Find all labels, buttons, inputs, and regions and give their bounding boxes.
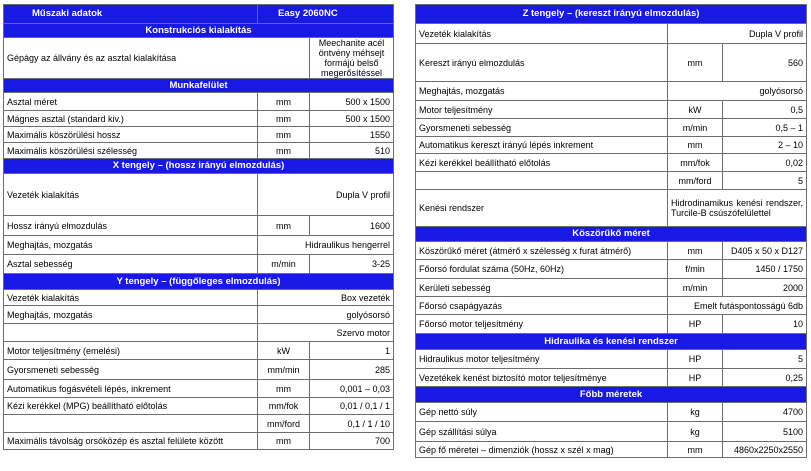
table-row: Vezetékek kenést biztosító motor teljesítménye HP 0,25 (416, 369, 807, 387)
table-row: Asztal sebesség m/min 3-25 (4, 255, 394, 274)
title-row (4, 5, 394, 24)
table-row: Főorsó fordulat száma (50Hz, 60Hz) f/min 1450 / 1750 (416, 260, 807, 279)
table-row (4, 38, 394, 79)
table-row: Maximális köszörülési szélesség mm 510 (4, 143, 394, 159)
table-row: Kerületi sebesség m/min 2000 (416, 279, 807, 297)
table-row: Motor teljesítmény (emelési) kW 1 (4, 342, 394, 360)
table-row: mm/ford 0,1 / 1 / 10 (4, 415, 394, 433)
table-row: Főorsó motor teljesítmény HP 10 (416, 315, 807, 334)
right-spec-table (415, 4, 807, 458)
table-row: Kereszt irányú elmozdulás mm 560 (416, 44, 807, 82)
spec-title: Műszaki adatok (4, 5, 258, 24)
table-row: Maximális köszörülési hossz mm 1550 (4, 127, 394, 143)
table-row: Asztal méret mm 500 x 1500 (4, 93, 394, 111)
table-row: Vezeték kialakítás Dupla V profil (4, 174, 394, 216)
table-row: Meghajtás, mozgatás golyósorsó (416, 82, 807, 101)
table-row: Kenési rendszer Hidrodinamikus kenési rendszer, Turcile-B csúszófelülettel (416, 190, 807, 227)
table-row: Kézi kerékkel beállítható előtolás mm/fok 0,02 (416, 154, 807, 172)
table-row: Motor teljesítmény kW 0,5 (416, 101, 807, 119)
section-header-konstrukcios: Konstrukciós kialakítás (4, 24, 394, 38)
table-row: mm/ford 5 (416, 172, 807, 190)
section-header-hidraulika: Hidraulika és kenési rendszer (416, 334, 807, 350)
table-row: Főorsó csapágyazás Emelt futáspontosságú 6db (416, 297, 807, 315)
left-spec-table (3, 4, 394, 450)
model-name: Easy 2060NC (258, 5, 394, 24)
section-header-koszoruko: Köszörűkő méret (416, 227, 807, 242)
table-row: Gyorsmeneti sebesség m/min 0,5 – 1 (416, 119, 807, 137)
section-header-y-tengely: Y tengely – (függőleges elmozdulás) (4, 274, 394, 290)
table-row: Hidraulikus motor teljesítmény HP 5 (416, 350, 807, 369)
table-row: Kézi kerékkel (MPG) beállítható előtolás mm/fok 0,01 / 0,1 / 1 (4, 398, 394, 415)
table-row: Szervo motor (4, 324, 394, 342)
table-row: Maximális távolság orsóközép és asztal felülete között mm 700 (4, 433, 394, 450)
table-row: Gép szállítási súlya kg 5100 (416, 422, 807, 442)
table-row: Gép nettó súly kg 4700 (416, 403, 807, 422)
table-row: Automatikus kereszt irányú lépés inkrement mm 2 – 10 (416, 137, 807, 154)
table-row: Hossz irányú elmozdulás mm 1600 (4, 216, 394, 236)
table-row: Meghajtás, mozgatás Hidraulikus hengerrel (4, 236, 394, 255)
table-row: Automatikus fogásvételi lépés, inkrement mm 0,001 – 0,03 (4, 380, 394, 398)
section-header-fobb-meretek: Főbb méretek (416, 387, 807, 403)
table-row: Gép fő méretei – dimenziók (hossz x szél x mag) mm 4860x2250x2550 (416, 442, 807, 458)
section-header-x-tengely: X tengely – (hossz irányú elmozdulás) (4, 159, 394, 174)
row-value: Meechanite acél öntvény méhsejt formájú belső megerősítéssel (310, 38, 394, 79)
table-row: Mágnes asztal (standard kiv.) mm 500 x 1500 (4, 111, 394, 127)
table-row: Köszörűkő méret (átmérő x szélesség x furat átmérő) mm D405 x 50 x D127 (416, 242, 807, 260)
table-row: Vezeték kialakítás Box vezeték (4, 290, 394, 306)
section-header-munkafelulet: Munkafelület (4, 79, 394, 93)
table-row: Vezeték kialakítás Dupla V profil (416, 24, 807, 44)
section-header-z-tengely: Z tengely – (kereszt irányú elmozdulás) (416, 5, 807, 24)
table-row: Meghajtás, mozgatás golyósorsó (4, 306, 394, 324)
row-label: Gépágy az állvány és az asztal kialakítása (4, 38, 310, 79)
table-row: Gyorsmeneti sebesség mm/min 285 (4, 360, 394, 380)
